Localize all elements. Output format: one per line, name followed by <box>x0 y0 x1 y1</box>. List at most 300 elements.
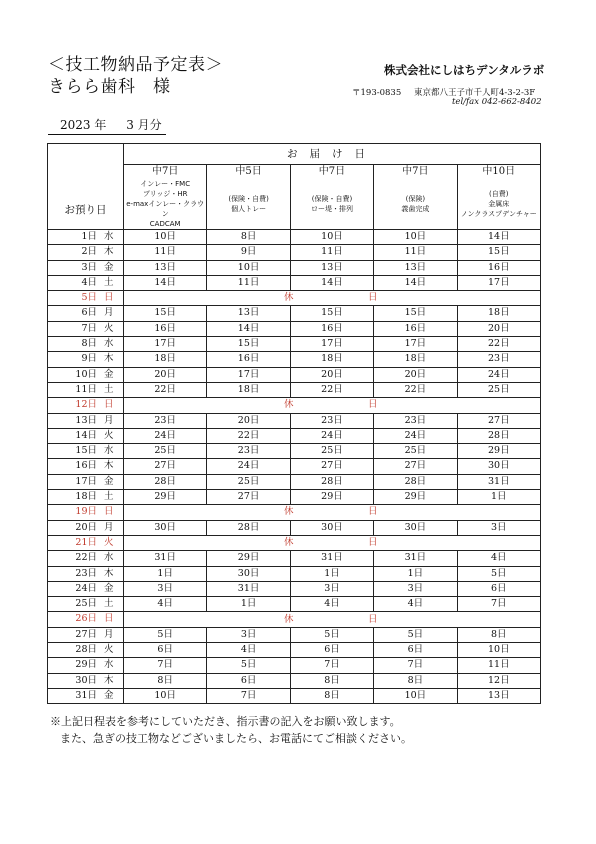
delivery-date-cell: 10日 <box>457 643 540 658</box>
day-number: 13日 <box>75 414 97 426</box>
holiday-label-left: 休 <box>284 399 294 411</box>
tel-fax: tel/fax 042-662-8402 <box>452 97 542 107</box>
day-number: 23日 <box>75 567 97 579</box>
delivery-date-cell: 1日 <box>124 566 207 581</box>
weekday: 水 <box>104 445 114 457</box>
lead-time-cell: 中5日 <box>207 165 290 180</box>
delivery-date-cell: 28日 <box>290 474 373 489</box>
table-row <box>48 367 541 382</box>
delivery-date-cell: 25日 <box>457 382 540 397</box>
day-number: 10日 <box>75 368 97 380</box>
day-number: 17日 <box>75 475 97 487</box>
day-number: 29日 <box>75 659 97 671</box>
received-date-cell <box>48 612 124 627</box>
delivery-date-cell: 4日 <box>374 597 457 612</box>
day-number: 30日 <box>75 674 97 686</box>
weekday: 日 <box>104 292 114 304</box>
delivery-date-cell: 5日 <box>374 627 457 642</box>
work-type-line: 金属床 <box>488 200 510 208</box>
day-number: 6日 <box>81 307 97 319</box>
weekday: 月 <box>104 307 114 319</box>
received-date-cell <box>48 230 124 245</box>
delivery-date-cell: 11日 <box>290 245 373 260</box>
lead-time-cell: 中7日 <box>290 165 373 180</box>
delivery-date-cell: 22日 <box>457 337 540 352</box>
delivery-date-cell: 22日 <box>374 382 457 397</box>
delivery-date-cell: 30日 <box>207 566 290 581</box>
weekday: 金 <box>104 689 114 701</box>
received-date-cell <box>48 337 124 352</box>
delivery-date-cell: 16日 <box>290 321 373 336</box>
received-date-cell <box>48 367 124 382</box>
table-row <box>48 444 541 459</box>
delivery-date-cell: 20日 <box>124 367 207 382</box>
received-date-cell <box>48 688 124 703</box>
delivery-date-cell: 11日 <box>124 245 207 260</box>
table-row <box>48 490 541 505</box>
delivery-date-cell: 27日 <box>290 459 373 474</box>
delivery-date-cell: 6日 <box>374 643 457 658</box>
delivery-date-cell: 15日 <box>290 306 373 321</box>
zip-code: 〒193-0835 <box>352 88 402 98</box>
table-row <box>48 321 541 336</box>
delivery-date-cell: 23日 <box>457 352 540 367</box>
received-date-cell <box>48 352 124 367</box>
delivery-date-cell: 17日 <box>457 275 540 290</box>
received-date-cell <box>48 444 124 459</box>
received-date-cell <box>48 535 124 550</box>
table-row <box>48 352 541 367</box>
delivery-date-cell: 7日 <box>207 688 290 703</box>
received-date-cell <box>48 597 124 612</box>
delivery-schedule-table <box>47 143 541 704</box>
delivery-date-cell: 6日 <box>124 643 207 658</box>
holiday-band <box>124 398 541 413</box>
delivery-date-cell: 8日 <box>124 673 207 688</box>
month: 3 月分 <box>126 118 162 132</box>
delivery-date-cell: 18日 <box>124 352 207 367</box>
delivery-date-cell: 20日 <box>290 367 373 382</box>
delivery-date-cell: 14日 <box>457 230 540 245</box>
table-row <box>48 474 541 489</box>
delivery-date-cell: 3日 <box>290 581 373 596</box>
received-date-cell <box>48 581 124 596</box>
received-date-cell <box>48 673 124 688</box>
delivery-date-cell: 30日 <box>290 520 373 535</box>
day-number: 4日 <box>81 276 97 288</box>
delivery-date-cell: 30日 <box>124 520 207 535</box>
delivery-date-cell: 1日 <box>374 566 457 581</box>
delivery-date-cell: 9日 <box>207 245 290 260</box>
footer-note-2: また、急ぎの技工物などございましたら、お電話にてご相談ください。 <box>60 732 412 745</box>
holiday-label-left: 休 <box>284 613 294 625</box>
table-row <box>48 643 541 658</box>
work-type-cell <box>290 179 373 230</box>
delivery-date-cell: 23日 <box>290 413 373 428</box>
delivery-date-cell: 24日 <box>124 428 207 443</box>
weekday: 金 <box>104 261 114 273</box>
received-date-cell <box>48 260 124 275</box>
weekday: 火 <box>104 429 114 441</box>
table-row <box>48 230 541 245</box>
weekday: 金 <box>104 368 114 380</box>
delivery-date-cell: 14日 <box>374 275 457 290</box>
holiday-row <box>48 398 541 413</box>
holiday-band <box>124 505 541 520</box>
delivery-date-cell: 4日 <box>290 597 373 612</box>
delivery-date-cell: 14日 <box>207 321 290 336</box>
holiday-label-left: 休 <box>284 292 294 304</box>
day-number: 7日 <box>81 322 97 334</box>
delivery-date-cell: 18日 <box>457 306 540 321</box>
holiday-row <box>48 505 541 520</box>
delivery-date-cell: 23日 <box>374 413 457 428</box>
weekday: 土 <box>104 491 114 503</box>
work-type-line: (自費) <box>489 190 509 198</box>
delivery-date-cell: 17日 <box>374 337 457 352</box>
delivery-date-cell: 29日 <box>207 551 290 566</box>
table-row <box>48 673 541 688</box>
weekday: 木 <box>104 460 114 472</box>
weekday: 金 <box>104 475 114 487</box>
delivery-date-cell: 29日 <box>374 490 457 505</box>
year: 2023 年 <box>60 118 107 132</box>
delivery-date-cell: 13日 <box>457 688 540 703</box>
schedule-body <box>48 230 541 704</box>
delivery-date-cell: 17日 <box>124 337 207 352</box>
holiday-label-left: 休 <box>284 537 294 549</box>
received-date-cell <box>48 658 124 673</box>
day-number: 5日 <box>81 292 97 304</box>
delivery-date-cell: 11日 <box>457 658 540 673</box>
work-type-line: インレー・FMC <box>140 180 191 188</box>
delivery-date-cell: 20日 <box>457 321 540 336</box>
weekday: 土 <box>104 383 114 395</box>
table-row <box>48 428 541 443</box>
table-row <box>48 551 541 566</box>
delivery-date-cell: 27日 <box>374 459 457 474</box>
delivery-date-cell: 10日 <box>374 688 457 703</box>
delivery-date-cell: 6日 <box>457 581 540 596</box>
delivery-date-cell: 5日 <box>124 627 207 642</box>
weekday: 木 <box>104 246 114 258</box>
delivery-date-cell: 8日 <box>374 673 457 688</box>
delivery-date-cell: 28日 <box>207 520 290 535</box>
received-date-cell <box>48 321 124 336</box>
table-row <box>48 520 541 535</box>
received-date-cell <box>48 428 124 443</box>
weekday: 日 <box>104 506 114 518</box>
delivery-date-cell: 7日 <box>457 597 540 612</box>
delivery-date-cell: 8日 <box>457 627 540 642</box>
delivery-date-cell: 18日 <box>374 352 457 367</box>
day-number: 21日 <box>75 536 97 548</box>
holiday-band <box>124 612 541 627</box>
delivery-date-cell: 13日 <box>124 260 207 275</box>
received-date-cell <box>48 459 124 474</box>
delivery-date-cell: 5日 <box>290 627 373 642</box>
lead-time-cell: 中7日 <box>374 165 457 180</box>
holiday-label-right: 日 <box>368 613 378 625</box>
day-number: 20日 <box>75 521 97 533</box>
delivery-date-cell: 27日 <box>207 490 290 505</box>
delivery-date-cell: 12日 <box>457 673 540 688</box>
received-date-cell <box>48 627 124 642</box>
received-date-cell <box>48 398 124 413</box>
weekday: 木 <box>104 353 114 365</box>
received-date-cell <box>48 551 124 566</box>
day-number: 8日 <box>81 338 97 350</box>
lead-time-cell: 中7日 <box>124 165 207 180</box>
delivery-date-cell: 23日 <box>207 444 290 459</box>
work-type-line: ロー堤・排列 <box>310 205 353 213</box>
received-date-cell <box>48 382 124 397</box>
lead-time-cell: 中10日 <box>457 165 540 180</box>
delivery-date-cell: 16日 <box>124 321 207 336</box>
delivery-date-cell: 15日 <box>457 245 540 260</box>
delivery-date-cell: 3日 <box>124 581 207 596</box>
day-number: 27日 <box>75 628 97 640</box>
work-type-cell <box>374 179 457 230</box>
delivery-date-cell: 4日 <box>457 551 540 566</box>
delivery-date-cell: 10日 <box>207 260 290 275</box>
weekday: 水 <box>104 338 114 350</box>
weekday: 金 <box>104 582 114 594</box>
delivery-date-cell: 15日 <box>207 337 290 352</box>
work-type-line: (保険・自費) <box>228 195 269 203</box>
day-number: 24日 <box>75 582 97 594</box>
delivery-date-cell: 29日 <box>290 490 373 505</box>
work-type-line: ブリッジ・HR <box>142 190 188 198</box>
day-number: 14日 <box>75 429 97 441</box>
delivery-date-cell: 31日 <box>290 551 373 566</box>
delivery-date-cell: 25日 <box>290 444 373 459</box>
weekday: 水 <box>104 659 114 671</box>
received-date-cell <box>48 566 124 581</box>
table-row <box>48 688 541 703</box>
received-date-cell <box>48 643 124 658</box>
holiday-row <box>48 535 541 550</box>
delivery-date-cell: 10日 <box>124 688 207 703</box>
delivery-date-cell: 1日 <box>207 597 290 612</box>
holiday-band <box>124 291 541 306</box>
delivery-date-cell: 23日 <box>124 413 207 428</box>
work-type-line: ノンクラスプデンチャー <box>460 210 537 218</box>
delivery-date-cell: 10日 <box>374 230 457 245</box>
day-number: 26日 <box>75 613 97 625</box>
address: 東京都八王子市千人町4-3-2-3F <box>414 88 536 98</box>
company-name: 株式会社にしはちデンタルラボ <box>384 63 545 77</box>
table-row <box>48 581 541 596</box>
delivery-date-cell: 7日 <box>290 658 373 673</box>
delivery-date-cell: 13日 <box>290 260 373 275</box>
weekday: 火 <box>104 536 114 548</box>
delivery-date-cell: 25日 <box>207 474 290 489</box>
document-title: ＜技工物納品予定表＞ <box>48 55 223 75</box>
delivery-date-cell: 6日 <box>290 643 373 658</box>
delivery-date-cell: 22日 <box>290 382 373 397</box>
received-date-cell <box>48 306 124 321</box>
day-number: 28日 <box>75 644 97 656</box>
delivery-date-cell: 18日 <box>207 382 290 397</box>
delivery-date-cell: 17日 <box>207 367 290 382</box>
delivery-date-cell: 10日 <box>290 230 373 245</box>
delivery-date-cell: 30日 <box>374 520 457 535</box>
delivery-date-cell: 4日 <box>124 597 207 612</box>
received-date-cell <box>48 275 124 290</box>
received-date-cell <box>48 505 124 520</box>
received-date-cell <box>48 413 124 428</box>
holiday-band <box>124 535 541 550</box>
delivery-date-cell: 29日 <box>124 490 207 505</box>
table-row <box>48 245 541 260</box>
weekday: 日 <box>104 613 114 625</box>
delivery-date-cell: 16日 <box>374 321 457 336</box>
delivery-date-cell: 25日 <box>124 444 207 459</box>
day-number: 2日 <box>81 246 97 258</box>
delivery-date-cell: 15日 <box>124 306 207 321</box>
weekday: 火 <box>104 644 114 656</box>
weekday: 水 <box>104 231 114 242</box>
delivery-date-cell: 14日 <box>124 275 207 290</box>
delivery-date-cell: 28日 <box>374 474 457 489</box>
delivery-date-cell: 5日 <box>207 658 290 673</box>
holiday-label-right: 日 <box>368 506 378 518</box>
work-type-line: 義歯完成 <box>401 205 430 213</box>
delivery-date-cell: 18日 <box>290 352 373 367</box>
holiday-row <box>48 291 541 306</box>
table-row <box>48 597 541 612</box>
delivery-date-cell: 28日 <box>124 474 207 489</box>
day-number: 19日 <box>75 506 97 518</box>
delivery-date-cell: 16日 <box>207 352 290 367</box>
weekday: 土 <box>104 598 114 610</box>
holiday-label-right: 日 <box>368 292 378 304</box>
period-label <box>48 116 166 135</box>
delivery-date-cell: 16日 <box>457 260 540 275</box>
day-number: 18日 <box>75 491 97 503</box>
delivery-date-cell: 20日 <box>207 413 290 428</box>
day-number: 12日 <box>75 399 97 411</box>
table-row <box>48 306 541 321</box>
delivery-date-cell: 1日 <box>457 490 540 505</box>
received-date-cell <box>48 291 124 306</box>
delivery-date-cell: 10日 <box>124 230 207 245</box>
delivery-date-cell: 27日 <box>457 413 540 428</box>
day-number: 31日 <box>75 689 97 701</box>
delivery-date-cell: 28日 <box>457 428 540 443</box>
day-number: 3日 <box>81 261 97 273</box>
delivery-date-cell: 3日 <box>374 581 457 596</box>
received-date-header: お預り日 <box>48 144 124 230</box>
delivery-date-cell: 20日 <box>374 367 457 382</box>
work-type-line: 個人トレー <box>231 205 267 213</box>
work-type-line: e-maxインレー・クラウン <box>126 200 205 218</box>
delivery-date-cell: 11日 <box>374 245 457 260</box>
delivery-date-cell: 4日 <box>207 643 290 658</box>
holiday-label-right: 日 <box>368 399 378 411</box>
delivery-date-cell: 14日 <box>290 275 373 290</box>
table-row <box>48 566 541 581</box>
delivery-date-cell: 30日 <box>457 459 540 474</box>
day-number: 1日 <box>81 231 97 242</box>
delivery-date-header: お届け日 <box>124 144 541 165</box>
weekday: 月 <box>104 521 114 533</box>
work-type-cell <box>207 179 290 230</box>
table-row <box>48 260 541 275</box>
table-row <box>48 459 541 474</box>
work-type-line: (保険) <box>405 195 426 203</box>
delivery-date-cell: 24日 <box>207 459 290 474</box>
weekday: 土 <box>104 276 114 288</box>
delivery-date-cell: 3日 <box>207 627 290 642</box>
weekday: 火 <box>104 322 114 334</box>
delivery-date-cell: 31日 <box>207 581 290 596</box>
received-date-cell <box>48 245 124 260</box>
work-type-cell <box>124 179 207 230</box>
day-number: 16日 <box>75 460 97 472</box>
delivery-date-cell: 15日 <box>374 306 457 321</box>
delivery-date-cell: 6日 <box>207 673 290 688</box>
delivery-date-cell: 13日 <box>207 306 290 321</box>
day-number: 15日 <box>75 445 97 457</box>
holiday-label-right: 日 <box>368 537 378 549</box>
delivery-date-cell: 31日 <box>124 551 207 566</box>
delivery-date-cell: 8日 <box>290 673 373 688</box>
day-number: 25日 <box>75 598 97 610</box>
weekday: 木 <box>104 674 114 686</box>
delivery-date-cell: 13日 <box>374 260 457 275</box>
weekday: 水 <box>104 552 114 564</box>
delivery-date-cell: 11日 <box>207 275 290 290</box>
delivery-date-cell: 3日 <box>457 520 540 535</box>
table-row <box>48 337 541 352</box>
delivery-date-cell: 8日 <box>290 688 373 703</box>
table-row <box>48 658 541 673</box>
table-row <box>48 413 541 428</box>
delivery-date-cell: 1日 <box>290 566 373 581</box>
delivery-date-cell: 27日 <box>124 459 207 474</box>
delivery-date-cell: 24日 <box>290 428 373 443</box>
table-row <box>48 627 541 642</box>
weekday: 月 <box>104 414 114 426</box>
day-number: 11日 <box>75 383 97 395</box>
footer-note-1: ※上記日程表を参考にしていただき、指示書の記入をお願い致します。 <box>50 715 401 728</box>
work-type-line: CADCAM <box>149 220 181 228</box>
delivery-date-cell: 24日 <box>457 367 540 382</box>
weekday: 木 <box>104 567 114 579</box>
delivery-date-cell: 31日 <box>457 474 540 489</box>
received-date-cell <box>48 474 124 489</box>
delivery-date-cell: 5日 <box>457 566 540 581</box>
work-type-cell <box>457 179 540 230</box>
day-number: 9日 <box>81 353 97 365</box>
delivery-date-cell: 7日 <box>124 658 207 673</box>
received-date-cell <box>48 490 124 505</box>
delivery-date-cell: 22日 <box>124 382 207 397</box>
table-row <box>48 275 541 290</box>
delivery-date-cell: 31日 <box>374 551 457 566</box>
delivery-date-cell: 25日 <box>374 444 457 459</box>
day-number: 22日 <box>75 552 97 564</box>
work-type-line: (保険・自費) <box>311 195 353 203</box>
delivery-date-cell: 24日 <box>374 428 457 443</box>
weekday: 月 <box>104 628 114 640</box>
delivery-date-cell: 29日 <box>457 444 540 459</box>
clinic-name: きらら歯科 様 <box>48 77 171 97</box>
delivery-date-cell: 8日 <box>207 230 290 245</box>
weekday: 日 <box>104 399 114 411</box>
